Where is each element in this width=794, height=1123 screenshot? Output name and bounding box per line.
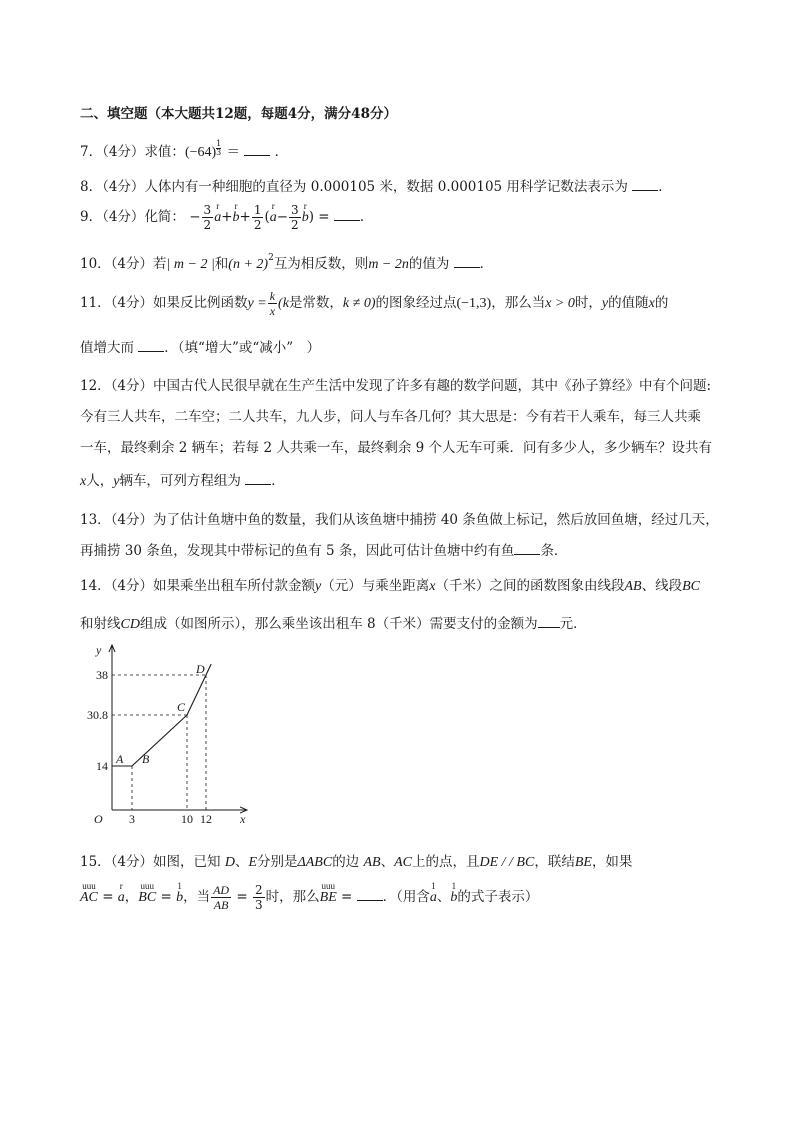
q14-sep: 、线段 bbox=[641, 578, 683, 594]
question-15-line2 bbox=[80, 881, 539, 912]
q11-frac-num: k bbox=[269, 289, 276, 303]
q14-line2b: 组成（如图所示），那么乘坐该出租车 8（千米）需要支付的金额为 bbox=[139, 616, 538, 632]
question-13-line1 bbox=[80, 508, 719, 528]
q15-eq1: = bbox=[102, 889, 114, 905]
q7-number: 7． bbox=[80, 144, 103, 160]
point-label-C: C bbox=[177, 700, 186, 714]
q15-vBE: BE bbox=[319, 890, 337, 905]
q15-vBC: BC bbox=[138, 890, 157, 905]
q12-line2: 今有三人共车，二车空；二人共车，九人步，问人与车各几何？其大思是：今有若干人乘车，每三人共乘 bbox=[80, 409, 701, 425]
q15-vec-mark-a: r bbox=[119, 881, 123, 891]
q13-line2: 再捕捞 30 条鱼，发现其中带标记的鱼有 5 条，因此可估计鱼塘中约有鱼 bbox=[80, 543, 515, 559]
section-title: 二、填空题（本大题共12题，每题4分，满分48分） bbox=[80, 106, 397, 122]
q15-frac-den: AB bbox=[213, 898, 229, 912]
q15-vec-mark-ia: 1 bbox=[431, 881, 436, 891]
q10-expr: m − 2n bbox=[368, 257, 409, 272]
q13-score: （4分） bbox=[110, 512, 154, 528]
q8-end: ． bbox=[658, 179, 672, 195]
q10-text3: 互为相反数，则 bbox=[273, 256, 369, 272]
q11-point: (−1,3) bbox=[456, 296, 492, 311]
q10-answer-blank[interactable] bbox=[454, 255, 480, 268]
q11-number: 11． bbox=[80, 295, 111, 311]
q7-score: （4分） bbox=[102, 144, 145, 160]
q10-text2: 和 bbox=[214, 256, 229, 272]
question-9 bbox=[80, 201, 374, 232]
q15-ratio-den: 3 bbox=[255, 898, 263, 912]
q9-a2: a bbox=[269, 210, 277, 225]
x-tick-label: 10 bbox=[181, 812, 193, 826]
q10-sq: (n + 2) bbox=[228, 257, 269, 272]
q9-vec-mark: r bbox=[303, 201, 307, 211]
q15-va: a bbox=[117, 890, 125, 905]
y-axis-label: y bbox=[96, 643, 102, 657]
q10-sq-exp: 2 bbox=[268, 253, 274, 263]
x-tick-label: 12 bbox=[200, 812, 212, 826]
y-tick-label: 30.8 bbox=[87, 708, 108, 722]
q12-score: （4分） bbox=[110, 378, 154, 394]
q7-base: (−64) bbox=[184, 145, 217, 160]
q15-line1f: ，如果 bbox=[591, 854, 633, 870]
q11-text4: ，那么当 bbox=[491, 295, 546, 311]
q15-score: （4分） bbox=[110, 854, 154, 870]
q9-minus: − bbox=[189, 209, 201, 225]
q11-kne: k ≠ 0) bbox=[342, 296, 376, 311]
point-label-B: B bbox=[142, 752, 150, 766]
q9-f3-num: 3 bbox=[291, 203, 299, 217]
q15-vb: b bbox=[176, 890, 184, 905]
q12-line4a: 人， bbox=[86, 473, 114, 489]
q13-number: 13． bbox=[80, 512, 111, 528]
q9-plus2: + bbox=[239, 209, 251, 225]
q8-answer-blank[interactable] bbox=[632, 178, 658, 191]
q9-b: b bbox=[232, 210, 240, 225]
q11-line2-pre: 值增大而 bbox=[80, 340, 134, 356]
q10-end: ． bbox=[479, 256, 494, 272]
q9-f2-den: 2 bbox=[253, 218, 262, 232]
q15-vec-mark-ac: uuu bbox=[82, 881, 96, 891]
q11-score: （4分） bbox=[110, 295, 154, 311]
x-tick-label: 3 bbox=[129, 812, 135, 826]
question-8 bbox=[80, 175, 672, 195]
ray-CD-extension bbox=[206, 664, 211, 675]
q11-text7: 的 bbox=[654, 295, 669, 311]
q11-text3: 的图象经过点 bbox=[375, 295, 457, 311]
q13-answer-blank[interactable] bbox=[514, 542, 540, 555]
q14-line1b: （元）与乘坐距离 bbox=[321, 578, 430, 594]
q15-when: ，当 bbox=[183, 889, 211, 905]
q11-cond: (k bbox=[278, 296, 289, 311]
q9-number: 9． bbox=[80, 209, 103, 225]
q11-frac-den: x bbox=[269, 304, 276, 318]
q15-vec-mark-be: uuu bbox=[321, 881, 335, 891]
q9-f1-den: 2 bbox=[203, 218, 212, 232]
q11-text2: 是常数， bbox=[288, 295, 343, 311]
q15-sep1: 、 bbox=[234, 854, 249, 870]
q13-end: 条． bbox=[540, 543, 568, 559]
q12-line3: 一车，最终剩余 2 辆车；若每 2 人共乘一车，最终剩余 9 个人无车可乘．问有多少人，多少辆车？设共有 bbox=[80, 440, 713, 456]
q12-number: 12． bbox=[80, 378, 111, 394]
q15-vec-mark-ib: 1 bbox=[451, 881, 457, 891]
q8-score: （4分） bbox=[102, 179, 145, 195]
q9-f3-den: 2 bbox=[291, 218, 299, 232]
q9-f2-num: 1 bbox=[253, 203, 262, 217]
y-tick-label: 14 bbox=[96, 759, 108, 773]
q15-ib: b bbox=[450, 890, 458, 905]
q15-end2: 的式子表示） bbox=[457, 889, 539, 905]
question-11-line2 bbox=[80, 336, 320, 356]
q15-ia: a bbox=[429, 890, 437, 905]
q12-y: y bbox=[113, 474, 120, 489]
q7-answer-blank[interactable] bbox=[244, 143, 270, 156]
q15-tri: ΔABC bbox=[297, 855, 333, 870]
segment-CD bbox=[187, 675, 206, 715]
q15-sep2: 、 bbox=[380, 854, 395, 870]
q15-number: 15． bbox=[80, 854, 111, 870]
q11-text5: 时， bbox=[574, 295, 602, 311]
q9-plus1: + bbox=[221, 209, 233, 225]
q15-line1a: 如图，已知 bbox=[153, 854, 221, 870]
q15-answer-blank[interactable] bbox=[357, 888, 383, 901]
q14-line1a: 如果乘坐出租车所付款金额 bbox=[153, 578, 316, 594]
q14-answer-blank[interactable] bbox=[538, 615, 560, 628]
q15-vec-mark-b: 1 bbox=[177, 881, 182, 891]
q15-eq1b: = bbox=[160, 889, 172, 905]
q12-end: ． bbox=[271, 473, 285, 489]
q7-exp-num: 1 bbox=[216, 139, 222, 148]
q9-eq: = bbox=[318, 209, 330, 225]
y-tick-label: 38 bbox=[96, 668, 108, 682]
q11-xgt: x > 0 bbox=[545, 296, 575, 311]
q14-AB: AB bbox=[624, 579, 642, 594]
q14-BC: BC bbox=[682, 579, 700, 594]
q11-text6: 的值随 bbox=[608, 295, 649, 311]
q15-vec-mark-bc: uuu bbox=[140, 881, 154, 891]
q14-line1c: （千米）之间的函数图象由线段 bbox=[435, 578, 625, 594]
q15-vAC: AC bbox=[80, 890, 98, 905]
q14-end: 元． bbox=[559, 616, 587, 632]
q8-number: 8． bbox=[80, 179, 103, 195]
q9-paren-close: ) bbox=[308, 209, 314, 225]
q12-line1: 中国古代人民很早就在生产生活中发现了许多有趣的数学问题，其中《孙子算经》中有个问题: bbox=[153, 378, 712, 394]
q14-CD: CD bbox=[120, 617, 140, 632]
guide-lines bbox=[112, 675, 206, 810]
q11-y-eq: y = bbox=[247, 296, 267, 311]
q7-text: 求值： bbox=[144, 144, 185, 160]
q15-sep3: 、 bbox=[436, 889, 451, 905]
q15-ratio-num: 2 bbox=[255, 883, 263, 897]
q12-line4b: 辆车，可列方程组为 bbox=[119, 473, 241, 489]
q14-number: 14． bbox=[80, 578, 111, 594]
question-15-line1 bbox=[80, 850, 632, 871]
q15-line1c: 的边 bbox=[332, 854, 360, 870]
q9-score: （4分） bbox=[102, 209, 145, 225]
q14-score: （4分） bbox=[110, 578, 154, 594]
q14-x: x bbox=[429, 579, 436, 594]
q15-comma: ， bbox=[124, 889, 139, 905]
q15-line1d: 上的点，且 bbox=[411, 854, 480, 870]
q9-a: a bbox=[214, 210, 222, 225]
q12-answer-blank[interactable] bbox=[245, 472, 271, 485]
x-axis-label: x bbox=[240, 812, 246, 826]
q15-D: D bbox=[224, 855, 235, 870]
point-label-A: A bbox=[116, 752, 124, 766]
q11-x: x bbox=[648, 296, 655, 311]
question-14-line2 bbox=[80, 612, 587, 633]
q15-eq2: = bbox=[236, 889, 248, 905]
segment-BC bbox=[132, 715, 187, 766]
q9-f1-num: 3 bbox=[203, 203, 212, 217]
q15-E: E bbox=[248, 855, 258, 870]
q15-BE: BE bbox=[574, 855, 592, 870]
q7-eq: ＝ bbox=[226, 144, 240, 160]
q11-line2-post: ．（填“增大”或“减小” ） bbox=[164, 340, 321, 356]
question-10 bbox=[80, 252, 493, 273]
q11-y: y bbox=[601, 296, 609, 311]
q15-par: DE / / BC bbox=[479, 855, 535, 870]
q15-line1b: 分别是 bbox=[257, 854, 298, 870]
q15-AB: AB bbox=[363, 855, 381, 870]
q15-then: 时，那么 bbox=[265, 889, 320, 905]
question-11 bbox=[80, 290, 668, 317]
question-7 bbox=[80, 140, 288, 161]
q14-y: y bbox=[315, 579, 322, 594]
q15-AC: AC bbox=[394, 855, 412, 870]
point-label-D: D bbox=[196, 662, 205, 676]
q11-text1: 如果反比例函数 bbox=[153, 295, 248, 311]
q10-text1: 若 bbox=[153, 256, 167, 272]
q9-b2: b bbox=[301, 210, 309, 225]
q15-line1e: ，联结 bbox=[534, 854, 575, 870]
q9-end: ． bbox=[359, 209, 374, 225]
q15-frac-num: AD bbox=[213, 883, 230, 897]
q10-abs: | m − 2 | bbox=[166, 257, 215, 272]
q9-answer-blank[interactable] bbox=[334, 208, 360, 221]
taxi-fare-graph bbox=[80, 640, 260, 830]
q14-line2a: 和射线 bbox=[80, 616, 121, 632]
question-13-line2 bbox=[80, 539, 567, 559]
q9-vec-mark: r bbox=[216, 201, 220, 211]
question-12-line1 bbox=[80, 374, 711, 394]
q9-minus2: − bbox=[276, 209, 289, 225]
q10-number: 10． bbox=[80, 256, 111, 272]
q7-end: ． bbox=[274, 144, 289, 160]
q9-vec-mark: r bbox=[271, 201, 275, 211]
q9-vec-mark: r bbox=[234, 201, 238, 211]
q13-line1: 为了估计鱼塘中鱼的数量，我们从该鱼塘中捕捞 40 条鱼做上标记，然后放回鱼塘，经过几天， bbox=[153, 512, 719, 528]
question-12-line4 bbox=[80, 469, 285, 490]
q10-score: （4分） bbox=[110, 256, 154, 272]
q8-text: 人体内有一种细胞的直径为 0.000105 米，数据 0.000105 用科学记数法表示为 bbox=[144, 179, 628, 195]
q7-exp-den: 3 bbox=[216, 148, 222, 157]
q15-eq3: = bbox=[341, 889, 353, 905]
origin-label: O bbox=[94, 812, 103, 826]
q9-paren-open: ( bbox=[264, 209, 270, 225]
q12-x: x bbox=[80, 474, 87, 489]
q15-end: ．（用含 bbox=[382, 889, 430, 905]
q11-answer-blank[interactable] bbox=[138, 339, 164, 352]
q10-text4: 的值为 bbox=[408, 256, 450, 272]
question-14-line1 bbox=[80, 574, 700, 595]
q9-text: 化简： bbox=[144, 209, 185, 225]
